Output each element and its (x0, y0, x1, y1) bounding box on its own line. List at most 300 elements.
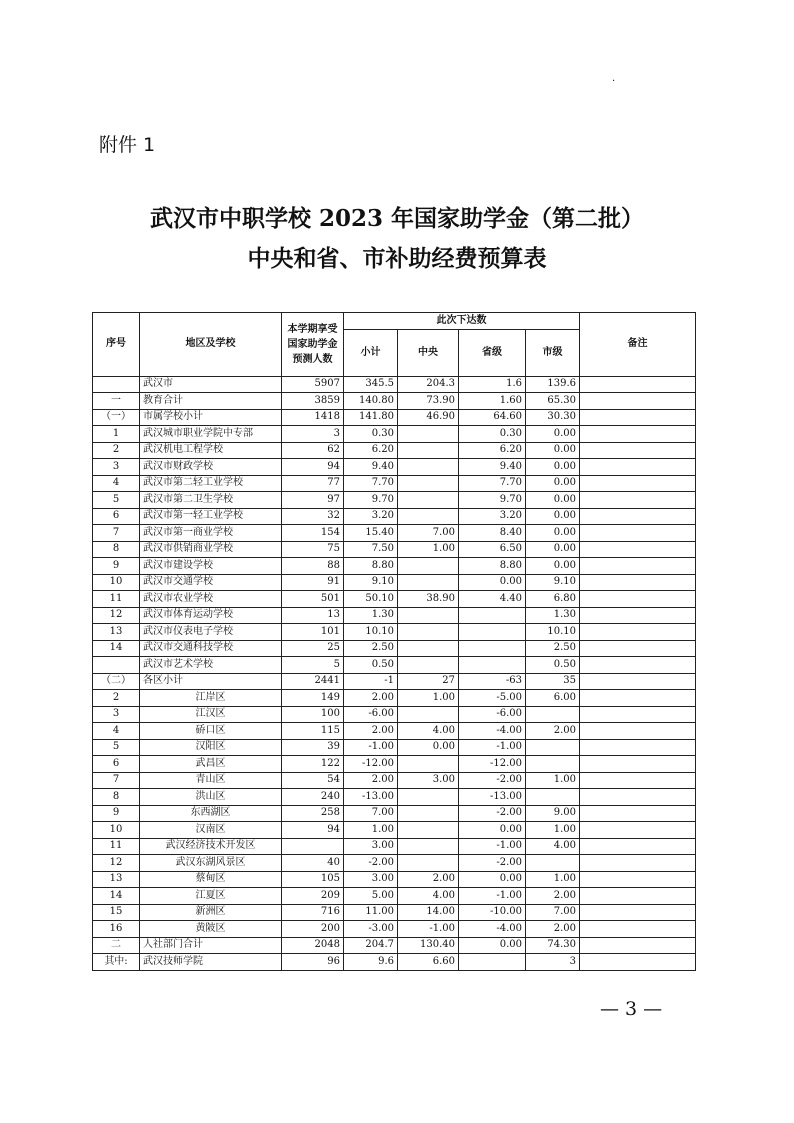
row-seq: 2 (93, 442, 140, 459)
row-subtotal: 7.70 (344, 475, 398, 492)
table-row (93, 690, 696, 707)
row-subtotal: 0.50 (344, 657, 398, 674)
row-count: 62 (282, 442, 344, 459)
row-seq: 14 (93, 888, 140, 905)
row-province: 0.00 (459, 871, 526, 888)
row-province: 9.70 (459, 492, 526, 509)
table-row (93, 640, 696, 657)
row-seq: 15 (93, 904, 140, 921)
table-row (93, 888, 696, 905)
row-seq: 5 (93, 739, 140, 756)
row-count: 91 (282, 574, 344, 591)
row-seq: 1 (93, 426, 140, 443)
row-count: 501 (282, 591, 344, 608)
row-city: 2.00 (526, 723, 580, 740)
row-region: 新洲区 (140, 904, 282, 921)
row-city: 6.80 (526, 591, 580, 608)
row-province: -2.00 (459, 805, 526, 822)
row-seq (93, 657, 140, 674)
row-central: 38.90 (398, 591, 459, 608)
row-remark (580, 624, 696, 641)
row-city (526, 789, 580, 806)
row-count: 94 (282, 459, 344, 476)
row-region: 武汉市体育运动学校 (140, 607, 282, 624)
row-remark (580, 739, 696, 756)
row-city: 30.30 (526, 409, 580, 426)
row-region: 蔡甸区 (140, 871, 282, 888)
row-central: 27 (398, 673, 459, 690)
table-row (93, 475, 696, 492)
row-city (526, 739, 580, 756)
row-central: 130.40 (398, 937, 459, 954)
row-remark (580, 591, 696, 608)
row-city: 0.00 (526, 426, 580, 443)
table-row (93, 409, 696, 426)
row-province (459, 640, 526, 657)
row-subtotal: 9.40 (344, 459, 398, 476)
row-province (459, 624, 526, 641)
table-row (93, 937, 696, 954)
row-central: 4.00 (398, 888, 459, 905)
row-province: 8.40 (459, 525, 526, 542)
row-subtotal: 15.40 (344, 525, 398, 542)
row-remark (580, 789, 696, 806)
row-seq: 8 (93, 541, 140, 558)
table-row (93, 921, 696, 938)
row-city: 2.00 (526, 921, 580, 938)
row-city: 0.00 (526, 442, 580, 459)
row-count: 240 (282, 789, 344, 806)
row-central (398, 508, 459, 525)
budget-table (92, 312, 696, 971)
table-row (93, 904, 696, 921)
row-central (398, 657, 459, 674)
row-seq: 13 (93, 871, 140, 888)
row-seq: 11 (93, 838, 140, 855)
row-province: 3.20 (459, 508, 526, 525)
row-remark (580, 475, 696, 492)
row-subtotal: -3.00 (344, 921, 398, 938)
row-central (398, 838, 459, 855)
attachment-label: 附件 1 (99, 134, 156, 156)
row-central: 46.90 (398, 409, 459, 426)
row-subtotal: 9.6 (344, 954, 398, 971)
row-province: 0.00 (459, 574, 526, 591)
row-remark (580, 954, 696, 971)
row-city: 6.00 (526, 690, 580, 707)
table-row (93, 574, 696, 591)
row-city: 9.00 (526, 805, 580, 822)
row-province: 64.60 (459, 409, 526, 426)
row-count: 25 (282, 640, 344, 657)
row-region: 江岸区 (140, 690, 282, 707)
row-remark (580, 838, 696, 855)
row-seq: 13 (93, 624, 140, 641)
row-subtotal: -1.00 (344, 739, 398, 756)
row-region: 汉阳区 (140, 739, 282, 756)
row-region: 江夏区 (140, 888, 282, 905)
row-central (398, 475, 459, 492)
row-region: 武汉市农业学校 (140, 591, 282, 608)
row-region: 武汉市供销商业学校 (140, 541, 282, 558)
row-remark (580, 657, 696, 674)
row-region: 武汉市交通学校 (140, 574, 282, 591)
row-count: 5907 (282, 376, 344, 393)
row-province (459, 657, 526, 674)
table-row (93, 657, 696, 674)
row-subtotal: -13.00 (344, 789, 398, 806)
row-province: -1.00 (459, 888, 526, 905)
row-region: 武汉市第一轻工业学校 (140, 508, 282, 525)
row-subtotal: -1 (344, 673, 398, 690)
row-central: 4.00 (398, 723, 459, 740)
row-count: 94 (282, 822, 344, 839)
row-region: 各区小计 (140, 673, 282, 690)
row-seq: 9 (93, 805, 140, 822)
row-region: 武汉市财政学校 (140, 459, 282, 476)
row-subtotal: 6.20 (344, 442, 398, 459)
row-seq: 9 (93, 558, 140, 575)
row-count (282, 838, 344, 855)
row-city: 2.50 (526, 640, 580, 657)
row-seq: 7 (93, 772, 140, 789)
document-title-line2: 中央和省、市补助经费预算表 (247, 245, 547, 272)
row-subtotal: 3.20 (344, 508, 398, 525)
row-region: 硚口区 (140, 723, 282, 740)
row-province: -13.00 (459, 789, 526, 806)
row-subtotal: 3.00 (344, 871, 398, 888)
row-central (398, 789, 459, 806)
row-region: 武汉市交通科技学校 (140, 640, 282, 657)
row-subtotal: 10.10 (344, 624, 398, 641)
row-seq: 4 (93, 475, 140, 492)
row-subtotal: 3.00 (344, 838, 398, 855)
row-region: 武汉市 (140, 376, 282, 393)
row-province (459, 607, 526, 624)
row-subtotal: 141.80 (344, 409, 398, 426)
header-subtotal: 小计 (344, 329, 398, 376)
row-seq (93, 376, 140, 393)
row-remark (580, 607, 696, 624)
row-count: 75 (282, 541, 344, 558)
row-province: 8.80 (459, 558, 526, 575)
row-count: 115 (282, 723, 344, 740)
row-city: 35 (526, 673, 580, 690)
table-row (93, 492, 696, 509)
row-city: 0.00 (526, 525, 580, 542)
row-seq: 4 (93, 723, 140, 740)
row-region: 青山区 (140, 772, 282, 789)
row-province: 6.50 (459, 541, 526, 558)
row-remark (580, 508, 696, 525)
row-city (526, 706, 580, 723)
row-province: 0.00 (459, 937, 526, 954)
table-row (93, 838, 696, 855)
row-remark (580, 871, 696, 888)
row-region: 武汉城市职业学院中专部 (140, 426, 282, 443)
scan-mark: · (612, 76, 616, 87)
row-count: 97 (282, 492, 344, 509)
row-count: 40 (282, 855, 344, 872)
row-seq: （一） (93, 409, 140, 426)
row-remark (580, 937, 696, 954)
row-seq: 一 (93, 393, 140, 410)
row-subtotal: 9.10 (344, 574, 398, 591)
row-count: 5 (282, 657, 344, 674)
row-seq: 6 (93, 508, 140, 525)
row-count: 3 (282, 426, 344, 443)
row-city: 9.10 (526, 574, 580, 591)
row-city: 0.00 (526, 558, 580, 575)
table-row (93, 591, 696, 608)
row-seq: 10 (93, 574, 140, 591)
row-central (398, 624, 459, 641)
row-remark (580, 393, 696, 410)
row-central: -1.00 (398, 921, 459, 938)
table-row (93, 739, 696, 756)
row-remark (580, 541, 696, 558)
row-province: 0.30 (459, 426, 526, 443)
row-province: -1.00 (459, 838, 526, 855)
row-region: 武昌区 (140, 756, 282, 773)
document-title-line1: 武汉市中职学校 2023 年国家助学金（第二批） (149, 205, 645, 232)
row-city: 0.00 (526, 541, 580, 558)
row-city: 74.30 (526, 937, 580, 954)
row-region: 江汉区 (140, 706, 282, 723)
row-central (398, 574, 459, 591)
row-central: 7.00 (398, 525, 459, 542)
row-seq: 8 (93, 789, 140, 806)
row-city (526, 756, 580, 773)
row-remark (580, 426, 696, 443)
row-city: 7.00 (526, 904, 580, 921)
row-seq: （二） (93, 673, 140, 690)
row-city: 139.6 (526, 376, 580, 393)
row-count: 54 (282, 772, 344, 789)
row-count: 96 (282, 954, 344, 971)
row-subtotal: 140.80 (344, 393, 398, 410)
row-province: 1.6 (459, 376, 526, 393)
row-province: -4.00 (459, 723, 526, 740)
row-province: 1.60 (459, 393, 526, 410)
row-remark (580, 756, 696, 773)
table-row (93, 558, 696, 575)
row-count: 105 (282, 871, 344, 888)
header-region: 地区及学校 (140, 313, 282, 377)
row-central (398, 607, 459, 624)
row-subtotal: 2.50 (344, 640, 398, 657)
row-remark (580, 855, 696, 872)
row-subtotal: 204.7 (344, 937, 398, 954)
row-count: 154 (282, 525, 344, 542)
row-subtotal: 11.00 (344, 904, 398, 921)
row-central: 1.00 (398, 541, 459, 558)
row-region: 武汉市第二轻工业学校 (140, 475, 282, 492)
header-province: 省级 (459, 329, 526, 376)
table-row (93, 607, 696, 624)
header-issued: 此次下达数 (344, 313, 580, 330)
row-province: 6.20 (459, 442, 526, 459)
row-central: 2.00 (398, 871, 459, 888)
row-subtotal: 2.00 (344, 772, 398, 789)
row-region: 武汉技师学院 (140, 954, 282, 971)
row-city: 0.00 (526, 492, 580, 509)
row-count: 1418 (282, 409, 344, 426)
row-province: -12.00 (459, 756, 526, 773)
row-remark (580, 558, 696, 575)
row-city: 0.00 (526, 508, 580, 525)
row-region: 人社部门合计 (140, 937, 282, 954)
row-region: 洪山区 (140, 789, 282, 806)
row-central (398, 706, 459, 723)
row-remark (580, 723, 696, 740)
row-central (398, 756, 459, 773)
row-subtotal: 2.00 (344, 723, 398, 740)
table-row (93, 673, 696, 690)
row-subtotal: 0.30 (344, 426, 398, 443)
row-seq: 16 (93, 921, 140, 938)
row-central (398, 459, 459, 476)
row-count: 149 (282, 690, 344, 707)
table-row (93, 376, 696, 393)
row-central: 14.00 (398, 904, 459, 921)
row-remark (580, 706, 696, 723)
row-remark (580, 690, 696, 707)
row-remark (580, 772, 696, 789)
row-remark (580, 574, 696, 591)
row-remark (580, 459, 696, 476)
row-subtotal: -6.00 (344, 706, 398, 723)
row-central (398, 492, 459, 509)
row-remark (580, 442, 696, 459)
row-city: 1.00 (526, 822, 580, 839)
row-central: 0.00 (398, 739, 459, 756)
row-seq: 14 (93, 640, 140, 657)
row-region: 武汉市仪表电子学校 (140, 624, 282, 641)
row-seq: 3 (93, 459, 140, 476)
table-row (93, 393, 696, 410)
row-remark (580, 822, 696, 839)
row-seq: 二 (93, 937, 140, 954)
row-province: 9.40 (459, 459, 526, 476)
row-central: 6.60 (398, 954, 459, 971)
row-central (398, 442, 459, 459)
row-province: -10.00 (459, 904, 526, 921)
row-remark (580, 904, 696, 921)
row-central: 1.00 (398, 690, 459, 707)
row-central (398, 558, 459, 575)
row-remark (580, 409, 696, 426)
table-row (93, 871, 696, 888)
table-row (93, 442, 696, 459)
row-central: 3.00 (398, 772, 459, 789)
row-region: 武汉市第一商业学校 (140, 525, 282, 542)
header-remark: 备注 (580, 313, 696, 377)
row-region: 武汉市第二卫生学校 (140, 492, 282, 509)
row-seq: 3 (93, 706, 140, 723)
row-province (459, 954, 526, 971)
row-province: 4.40 (459, 591, 526, 608)
row-region: 武汉市建设学校 (140, 558, 282, 575)
row-subtotal: 7.50 (344, 541, 398, 558)
table-row (93, 756, 696, 773)
row-city: 1.00 (526, 772, 580, 789)
row-province: -4.00 (459, 921, 526, 938)
table-row (93, 706, 696, 723)
row-province: 7.70 (459, 475, 526, 492)
row-subtotal: 5.00 (344, 888, 398, 905)
row-subtotal: -2.00 (344, 855, 398, 872)
header-city: 市级 (526, 329, 580, 376)
row-remark (580, 673, 696, 690)
table-row (93, 723, 696, 740)
row-remark (580, 376, 696, 393)
row-subtotal: -12.00 (344, 756, 398, 773)
table-row (93, 525, 696, 542)
row-central (398, 822, 459, 839)
row-city (526, 855, 580, 872)
row-remark (580, 640, 696, 657)
row-count: 209 (282, 888, 344, 905)
row-province: -1.00 (459, 739, 526, 756)
row-subtotal: 2.00 (344, 690, 398, 707)
row-seq: 7 (93, 525, 140, 542)
row-city: 0.00 (526, 459, 580, 476)
row-region: 黄陂区 (140, 921, 282, 938)
row-city: 0.50 (526, 657, 580, 674)
row-count: 2441 (282, 673, 344, 690)
row-central: 204.3 (398, 376, 459, 393)
row-count: 39 (282, 739, 344, 756)
row-count: 2048 (282, 937, 344, 954)
row-count: 101 (282, 624, 344, 641)
row-city: 1.00 (526, 871, 580, 888)
row-seq: 11 (93, 591, 140, 608)
row-city: 4.00 (526, 838, 580, 855)
table-row (93, 855, 696, 872)
row-region: 武汉东湖风景区 (140, 855, 282, 872)
row-count: 32 (282, 508, 344, 525)
row-city: 65.30 (526, 393, 580, 410)
table-row (93, 624, 696, 641)
row-city: 2.00 (526, 888, 580, 905)
row-central (398, 805, 459, 822)
row-province: -2.00 (459, 855, 526, 872)
row-central (398, 640, 459, 657)
row-province: -2.00 (459, 772, 526, 789)
row-count: 3859 (282, 393, 344, 410)
row-remark (580, 921, 696, 938)
row-remark (580, 492, 696, 509)
row-count: 716 (282, 904, 344, 921)
row-province: -63 (459, 673, 526, 690)
row-central (398, 855, 459, 872)
row-seq: 其中: (93, 954, 140, 971)
row-seq: 2 (93, 690, 140, 707)
row-count: 200 (282, 921, 344, 938)
row-remark (580, 888, 696, 905)
row-subtotal: 1.00 (344, 822, 398, 839)
header-count: 本学期享受国家助学金预测人数 (282, 313, 344, 377)
row-region: 武汉机电工程学校 (140, 442, 282, 459)
row-count: 258 (282, 805, 344, 822)
table-row (93, 459, 696, 476)
row-remark (580, 805, 696, 822)
row-count: 122 (282, 756, 344, 773)
row-count: 13 (282, 607, 344, 624)
header-seq: 序号 (93, 313, 140, 377)
row-count: 88 (282, 558, 344, 575)
